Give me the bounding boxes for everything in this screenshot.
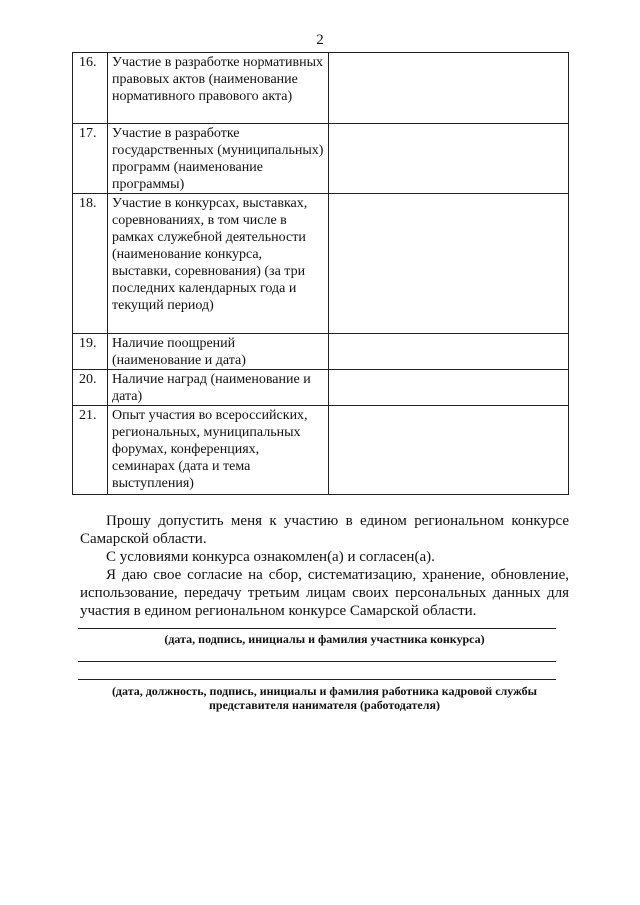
table-row — [73, 124, 569, 194]
hr-signature-line-1[interactable] — [78, 661, 556, 662]
row-label: Участие в разработке государственных (муниципальных) программ (наименование программы) — [108, 124, 329, 194]
row-label: Опыт участия во всероссийских, региональных, муниципальных форумах, конференциях, семинарах (дата и тема выступления) — [108, 406, 329, 495]
row-label: Наличие поощрений (наименование и дата) — [108, 334, 329, 370]
participant-signature-line[interactable] — [78, 628, 556, 629]
row-value-cell[interactable] — [329, 53, 569, 124]
row-value-cell[interactable] — [329, 194, 569, 334]
table-row — [73, 406, 569, 495]
hr-signature-line-2[interactable] — [78, 679, 556, 680]
hr-signature-caption-line1: (дата, должность, подпись, инициалы и фамилия работника кадровой службы — [111, 684, 538, 698]
row-value-cell[interactable] — [329, 370, 569, 406]
hr-signature-caption-line2: представителя нанимателя (работодателя) — [209, 698, 440, 712]
row-value-cell[interactable] — [329, 406, 569, 495]
table-row — [73, 53, 569, 124]
table-row — [73, 194, 569, 334]
row-number: 17. — [73, 124, 108, 194]
row-value-cell[interactable] — [329, 334, 569, 370]
consent-paragraph: Я даю свое согласие на сбор, систематизацию, хранение, обновление, использование, передачу третьим лицам своих персональных данных для участия в едином региональном конкурсе Самарской области. — [80, 567, 569, 619]
row-value-cell[interactable] — [329, 124, 569, 194]
page-number: 2 — [316, 32, 324, 48]
row-number: 18. — [73, 194, 108, 334]
conditions-paragraph: С условиями конкурса ознакомлен(а) и согласен(а). — [106, 549, 435, 565]
row-number: 16. — [73, 53, 108, 124]
row-number: 19. — [73, 334, 108, 370]
table-row — [73, 370, 569, 406]
questionnaire-table — [72, 52, 569, 495]
table-row — [73, 334, 569, 370]
row-number: 20. — [73, 370, 108, 406]
row-number: 21. — [73, 406, 108, 495]
row-label: Наличие наград (наименование и дата) — [108, 370, 329, 406]
row-label: Участие в разработке нормативных правовых актов (наименование нормативного правового акта) — [108, 53, 329, 124]
participant-signature-caption: (дата, подпись, инициалы и фамилия участника конкурса) — [164, 632, 485, 646]
row-label: Участие в конкурсах, выставках, соревнованиях, в том числе в рамках служебной деятельности (наименование конкурса, выставки, соревнования) (за три последних календарных года и текущий период) — [108, 194, 329, 334]
request-paragraph: Прошу допустить меня к участию в едином региональном конкурсе Самарской области. — [80, 513, 569, 547]
